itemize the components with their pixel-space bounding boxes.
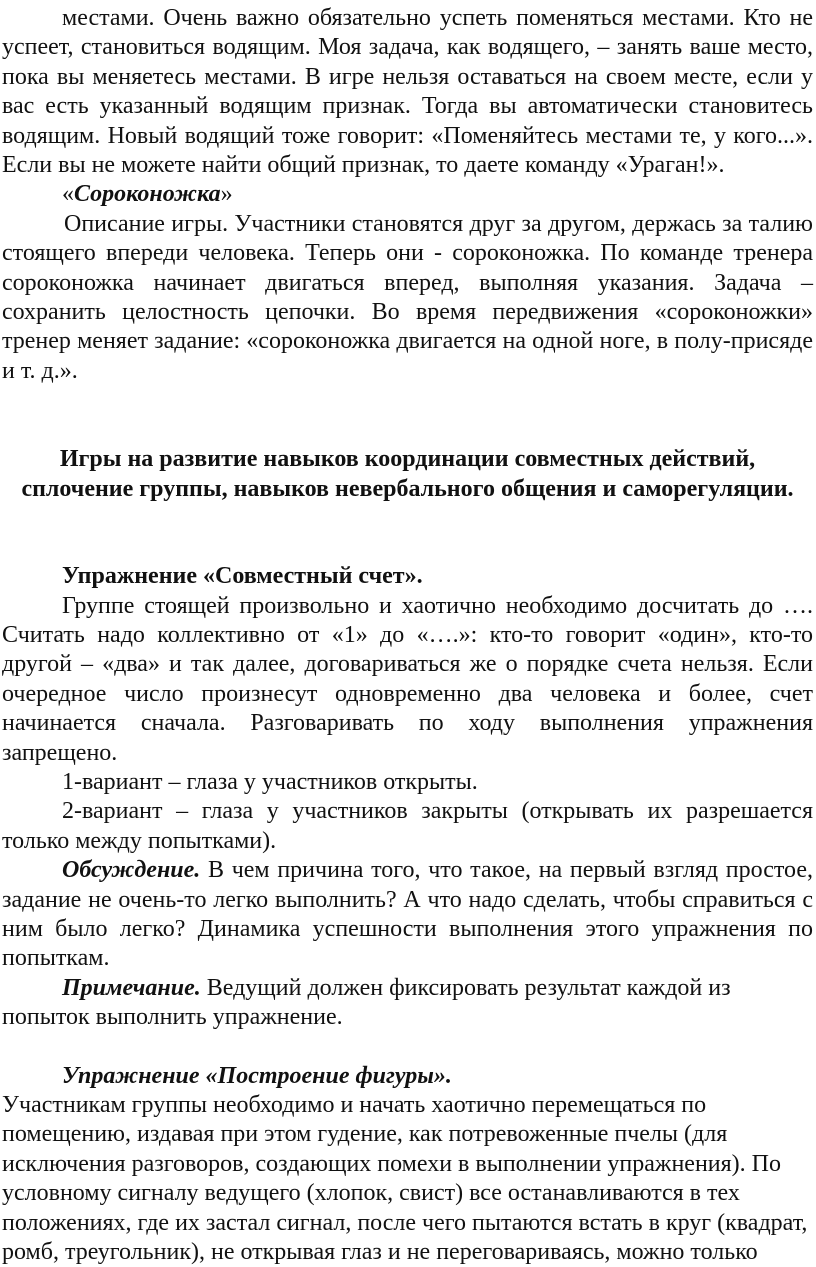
exercise2-body: Участникам группы необходимо и начать хаотично перемещаться по помещению, издавая при этом гудение, как потревоженные пчелы (для исключения разговоров, создающих помехи в выполнении упражнения). По условному сигналу ведущего (хлопок, свист) все останавливаются в тех положениях, где их застал сигнал, после чего пытаются встать в круг (квадрат, ромб, треугольник), не открывая глаз и не переговариваясь, можно только bbox=[2, 1092, 808, 1266]
exercise1-discussion bbox=[2, 856, 813, 974]
exercise1-variant2: 2-вариант – глаза у участников закрыты (открывать их разрешается только между попытками). bbox=[2, 798, 813, 854]
quote-close: » bbox=[220, 181, 233, 208]
game2-title: Сороконожка bbox=[74, 181, 221, 208]
section-heading: Игры на развитие навыков координации совместных действий, сплочение группы, навыков невербального общения и саморегуляции. bbox=[21, 446, 794, 502]
exercise2-title: Упражнение «Построение фигуры». bbox=[62, 1062, 452, 1089]
game2-description: Описание игры. Участники становятся друг за другом, держась за талию стоящего впереди человека. Теперь они - сороконожка. По команде тренера сороконожка начинает двигаться вперед, выполняя указания. Задача – сохранить целостность цепочки. Во время передвижения «сороконожки» тренер меняет задание: «сороконожка двигается на одной ноге, в полу-присяде и т. д.». bbox=[2, 210, 813, 384]
discussion-label: Обсуждение. bbox=[62, 857, 201, 884]
exercise1-title: Упражнение «Совместный счет». bbox=[62, 563, 423, 590]
game2-heading bbox=[2, 180, 813, 209]
discussion-text: В чем причина того, что такое, на первый взгляд простое, задание не очень-то легко выполнить? А что надо сделать, чтобы справиться с ним было легко? Динамика успешности выполнения этого упражнения по попыткам. bbox=[2, 857, 813, 972]
exercise1-body: Группе стоящей произвольно и хаотично необходимо досчитать до …. Считать надо коллективно от «1» до «….»: кто-то говорит «один», кто-то другой – «два» и так далее, договариваться же о порядке счета нельзя. Если очередное число произнесут одновременно два человека и более, счет начинается сначала. Разговаривать по ходу выполнения упражнения запрещено. bbox=[2, 592, 813, 766]
exercise1-note bbox=[2, 974, 813, 1033]
note-text: Ведущий должен фиксировать результат каждой из попыток выполнить упражнение. bbox=[2, 974, 731, 1031]
quote-open: « bbox=[62, 181, 74, 208]
note-label: Примечание. bbox=[62, 974, 201, 1001]
exercise1-variant1: 1-вариант – глаза у участников открыты. bbox=[62, 768, 478, 795]
game1-rules-continuation: местами. Очень важно обязательно успеть поменяться местами. Кто не успеет, становиться водящим. Моя задача, как водящего, – занять ваше место, пока вы меняетесь местами. В игре нельзя оставаться на своем месте, если у вас есть указанный водящим признак. Тогда вы автоматически становитесь водящим. Новый водящий тоже говорит: «Поменяйтесь местами те, у кого...». Если вы не можете найти общий признак, то даете команду «Ураган!». bbox=[2, 5, 813, 179]
